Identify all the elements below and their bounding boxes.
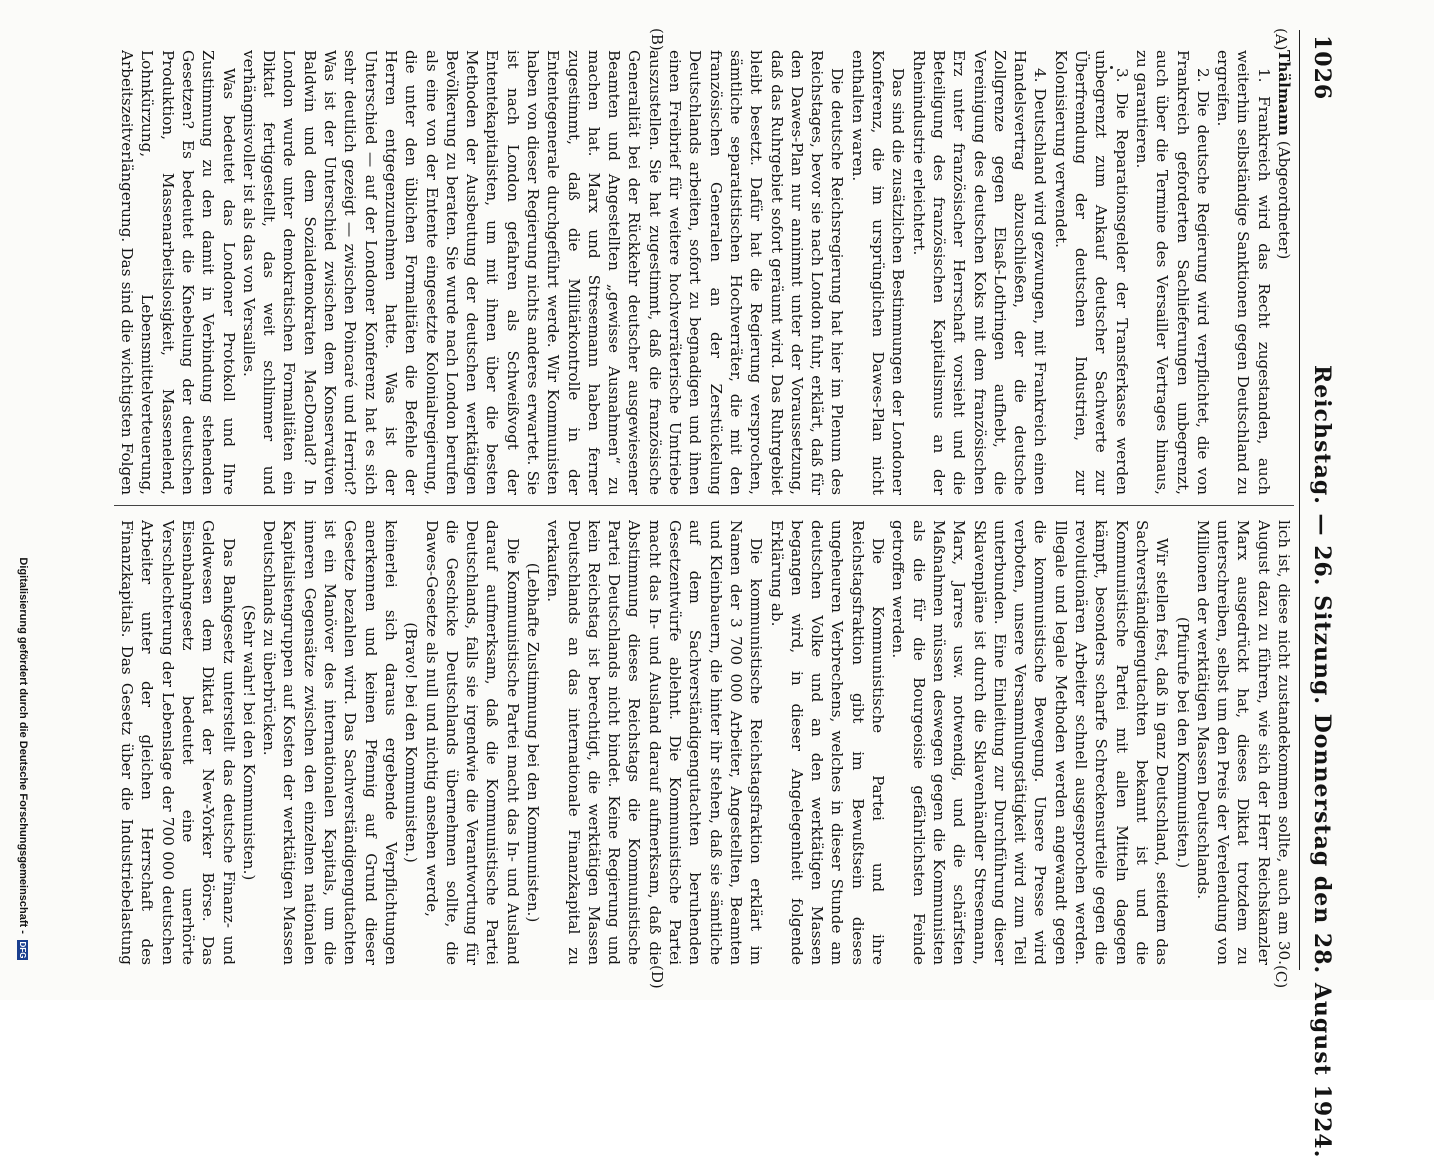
left-column xyxy=(114,50,1294,495)
paragraph: 4. Deutschland wird gezwungen, mit Frankreich einen Handelsvertrag abzuschließen, der die deutsche Zollgrenze gegen Elsaß-Lothringen aufhebt, die Vereinigung des deutschen Koks mit dem französischen Erz unter französischer Herrschaft vorsieht und die Beteiligung des französischen Kapitalismus an der Rheinindustrie erleichtert. xyxy=(909,50,1050,495)
paragraph: Wir stellen fest, daß in ganz Deutschland, seitdem das Sachverständigengutachten bekannt ist und die Kommunistische Partei mit allen Mitteln dagegen kämpft, besonders scharfe Schreckensurteile gegen die revolutionären Arbeiter schnell ausgesprochen werden. Illegale und legale Methoden werden angewandt gegen die kommunistische Bewegung. Unsere Presse wird verboten, unsere Versammlungstätigkeit wird zum Teil unterbunden. Eine Einleitung zur Durchführung dieser Sklavenpläne ist durch die Sklavenhändler Stresemann, Marx, Jarres usw. notwendig, und die schärfsten Maßnahmen müssen deswegen gegen die Kommunisten als die für die Bourgeoisie gefährlichsten Feinde getroffen werden. xyxy=(889,520,1172,965)
paragraph: Die Kommunistische Partei und ihre Reichstagsfraktion gibt im Bewußtsein dieses ungeheuren Verbrechens, welches in dieser Stunde am deutschen Volke und an den werktätigen Massen begangen wird, in dieser Angelegenheit folgende Erklärung ab. xyxy=(767,520,888,965)
interjection: (Bravo! bei den Kommunisten.) xyxy=(402,622,421,863)
interjection: (Lebhafte Zustimmung bei den Kommunisten.) xyxy=(524,562,543,923)
interjection: (Pfuirufe bei den Kommunisten.) xyxy=(1173,616,1192,869)
interjection: (Sehr wahr! bei den Kommunisten.) xyxy=(239,604,258,881)
paragraph: 1. Frankreich wird das Recht zugestanden, auch weiterhin selbständige Sanktionen gegen Deutschland zu ergreifen. xyxy=(1214,50,1273,495)
paragraph: lich ist, diese nicht zustandekommen sollte, auch am 30. August dazu zu führen, wie sich der Herr Reichskanzler Marx ausgedrückt hat, dieses Diktat trotzdem zu unterschreiben, selbst um den Preis der Verelendung von Millionen der werktätigen Massen Deutschlands. xyxy=(1193,520,1293,965)
paragraph: Das Bankgesetz unterstellt das deutsche Finanz- und Geldwesen dem Diktat der New-Yorker Börse. Das Eisenbahngesetz bedeutet eine unerhörte Verschlechterung der Lebenslage der 700 000 deutschen Arbeiter unter der gleichen Herrschaft des Finanzkapitals. Das Gesetz über die Industriebelastung xyxy=(118,520,238,965)
margin-marker-b: (B) xyxy=(648,28,666,51)
paragraph: Die deutsche Reichsregierung hat hier im Plenum des Reichstages, bevor sie nach London fuhr, erklärt, daß für den Dawes-Plan nur annimmt unter der Voraussetzung, daß das Ruhrgebiet sofort geräumt wird. Das Ruhrgebiet bleibt besetzt. Dafür hat die Regierung versprochen, sämtliche separatistischen Hochverräter, die mit den französischen Generalen an der Zerstückelung Deutschlands arbeiten, sofort zu begnadigen und ihnen einen Freibrief für weitere hochverräterische Umtriebe auszustellen. Sie hat zugestimmt, daß die französische Generalität bei der Rückkehr deutscher ausgewiesener Beamten und Angestellten „gewisse Ausnahmen“ zu machen hat. Marx und Stresemann haben ferner zugestimmt, daß die Militärkontrolle in der Ententegenerale durchgeführt werde. Wir Kommunisten haben von dieser Regierung nichts anderes erwartet. Sie ist nach London gefahren als Schweißvogt der Ententekapitalisten, um mit ihnen über die besten Methoden der Ausbeutung der deutschen werktätigen Bevölkerung zu beraten. Sie wurde nach London berufen als eine von der Entente eingesetzte Kolonialregierung, die unter den üblichen Formalitäten die Befehle der Herren entgegenzunehmen hatte. Was ist der Unterschied — auf der Londoner Konferenz hat es sich sehr deutlich gezeigt — zwischen Poincaré und Herriot? Was ist der Unterschied zwischen dem Konservativen Baldwin und dem Sozialdemokraten MacDonald? In London wurde unter demokratischen Formalitäten ein Diktat fertiggestellt, das weit schlimmer und verhängnisvoller ist als das von Versailles. xyxy=(239,50,847,495)
speaker-name: Thälmann xyxy=(1275,50,1293,136)
paragraph: Die Kommunistische Partei macht das In- und Ausland darauf aufmerksam, daß die Kommunistische Partei Deutschlands, falls sie irgendwie die Verantwortung für die Geschicke Deutschlands übernehmen sollte, die Dawes-Gesetze als null und nichtig ansehen werde, xyxy=(422,520,522,965)
column-divider xyxy=(114,505,1294,506)
paragraph: 3. Die Reparationsgelder der Transferkasse werden unbegrenzt zum Ankauf deutscher Sachwerte zur Überfremdung der deutschen Industrien, zur Kolonisierung verwendet. xyxy=(1051,50,1131,495)
speaker-line xyxy=(1274,50,1294,495)
digitization-footer xyxy=(17,0,29,1000)
paragraph: keinerlei sich daraus ergebende Verpflichtungen anerkennen und keinen Pfennig auf Grund dieser Gesetze bezahlen wird. Das Sachverständigengutachten ist ein Manöver des internationalen Kapitals, um die inneren Gegensätze zwischen den einzelnen nationalen Kapitalistengruppen auf Kosten der werktätigen Massen Deutschlands zu überbrücken. xyxy=(260,520,400,965)
paragraph: Was bedeutet das Londoner Protokoll und Ihre Zustimmung zu den damit in Verbindung stehenden Gesetzen? Es bedeutet die Knebelung der deutschen Produktion, Massenarbeitslosigkeit, Massenelend, Lohnkürzung, Lebensmittelverteuerung, Arbeitszeitverlängerung. Das sind die wichtigsten Folgen xyxy=(118,50,238,495)
running-title: Reichstag. — 26. Sitzung. Donnerstag den 28. August 1924. xyxy=(1309,365,1335,1158)
margin-marker-c: (C) xyxy=(1272,965,1290,989)
page-number: 1026 xyxy=(1309,35,1335,101)
page-header xyxy=(1299,30,1339,1158)
margin-marker-d: (D) xyxy=(648,965,666,989)
footer-text: Digitalisierung gefördert durch die Deutsche Forschungsgemeinschaft - xyxy=(17,557,29,934)
dfg-logo-icon: DFG xyxy=(18,941,28,959)
margin-marker-a: (A) xyxy=(1272,28,1290,51)
paragraph: Die kommunistische Reichstagsfraktion erklärt im Namen der 3 700 000 Arbeiter, Angestellten, Beamten und Kleinbauern, die hinter ihr stehen, daß sie sämtliche auf dem Sachverständigengutachten beruhenden Gesetzentwürfe ablehnt. Die Kommunistische Partei macht das In- und Ausland darauf aufmerksam, daß die Abstimmung dieses Reichstags die Kommunistische Partei Deutschlands nicht bindet. Keine Regierung und kein Reichstag ist berechtigt, die werktätigen Massen Deutschlands an das internationale Finanzkapital zu verkaufen. xyxy=(544,520,766,965)
right-column xyxy=(114,520,1294,965)
paragraph: 2. Die deutsche Regierung wird verpflichtet, die von Frankreich geforderten Sachlieferungen unbegrenzt, auch über die Termine des Versailler Vertrages hinaus, zu garantieren. xyxy=(1132,50,1212,495)
paragraph: Das sind die zusätzlichen Bestimmungen der Londoner Konferenz, die im ursprünglichen Dawes-Plan nicht enthalten waren. xyxy=(848,50,908,495)
header-rule xyxy=(1299,30,1300,970)
scan-speck xyxy=(1110,66,1113,69)
speaker-role: (Abgeordneter) xyxy=(1275,135,1293,260)
